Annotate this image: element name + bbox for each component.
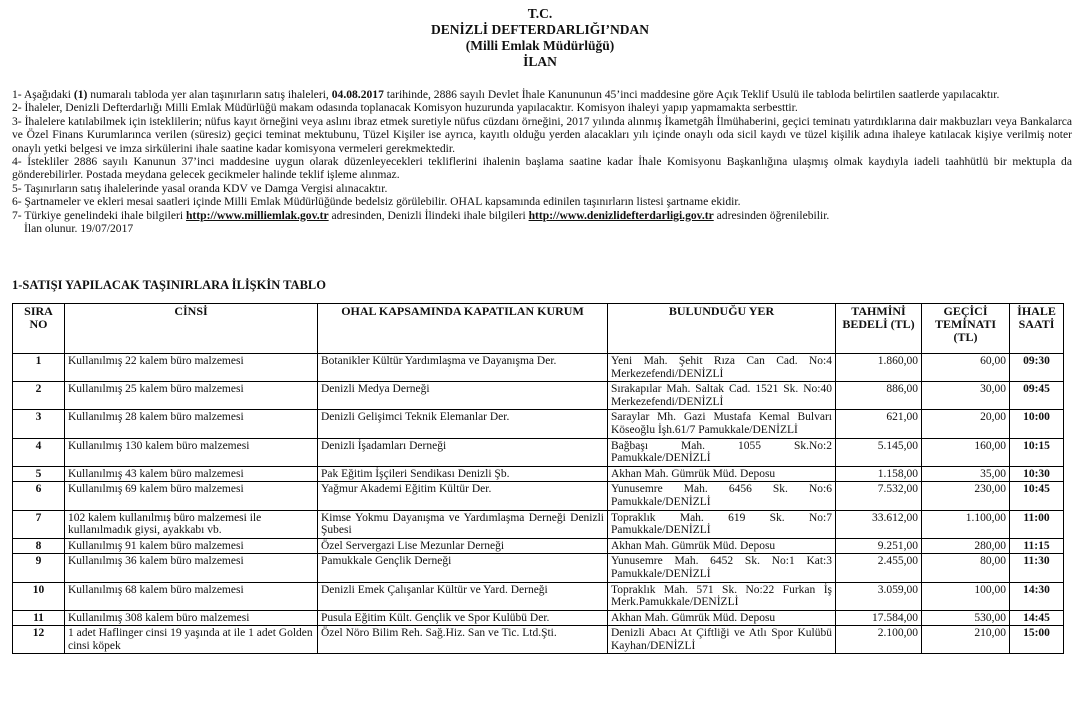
row-kurum: Denizli Gelişimci Teknik Elemanlar Der. bbox=[318, 410, 608, 438]
row-bedel: 5.145,00 bbox=[836, 438, 922, 466]
row-kurum: Denizli Medya Derneği bbox=[318, 382, 608, 410]
row-sira-no: 2 bbox=[13, 382, 65, 410]
row-sira-no: 11 bbox=[13, 610, 65, 626]
col-header-yer: BULUNDUĞU YER bbox=[608, 304, 836, 354]
row-kurum: Yağmur Akademi Eğitim Kültür Der. bbox=[318, 482, 608, 510]
row-sira-no: 10 bbox=[13, 582, 65, 610]
row-sira-no: 3 bbox=[13, 410, 65, 438]
table-header-row bbox=[13, 304, 1064, 354]
paragraph-7: 7- Türkiye genelindeki ihale bilgileri http://www.milliemlak.gov.tr adresinden, Denizli İlindeki ihale bilgileri http://www.denizlidefterdarligi.gov.tr adresinden öğrenilebilir. bbox=[12, 208, 830, 222]
table-row bbox=[13, 438, 1064, 466]
row-yer: Akhan Mah. Gümrük Müd. Deposu bbox=[608, 466, 836, 482]
row-yer: Saraylar Mh. Gazi Mustafa Kemal Bulvarı Köseoğlu İşh.61/7 Pamukkale/DENİZLİ bbox=[608, 410, 836, 438]
row-bedel: 3.059,00 bbox=[836, 582, 922, 610]
row-saat: 15:00 bbox=[1010, 626, 1064, 654]
row-saat: 11:00 bbox=[1010, 510, 1064, 538]
table-row bbox=[13, 554, 1064, 582]
row-kurum: Pak Eğitim İşçileri Sendikası Denizli Şb. bbox=[318, 466, 608, 482]
row-bedel: 621,00 bbox=[836, 410, 922, 438]
row-cinsi: 102 kalem kullanılmış büro malzemesi ile kullanılmadık giysi, ayakkabı vb. bbox=[65, 510, 318, 538]
row-saat: 10:00 bbox=[1010, 410, 1064, 438]
row-saat: 14:30 bbox=[1010, 582, 1064, 610]
row-cinsi: Kullanılmış 28 kalem büro malzemesi bbox=[65, 410, 318, 438]
table-row bbox=[13, 582, 1064, 610]
row-bedel: 2.455,00 bbox=[836, 554, 922, 582]
announcement-paragraphs bbox=[12, 88, 1072, 235]
row-saat: 09:30 bbox=[1010, 354, 1064, 382]
row-cinsi: Kullanılmış 91 kalem büro malzemesi bbox=[65, 538, 318, 554]
row-yer: Yeni Mah. Şehit Rıza Can Cad. No:4 Merkezefendi/DENİZLİ bbox=[608, 354, 836, 382]
row-teminat: 210,00 bbox=[922, 626, 1010, 654]
row-bedel: 7.532,00 bbox=[836, 482, 922, 510]
row-teminat: 230,00 bbox=[922, 482, 1010, 510]
row-teminat: 530,00 bbox=[922, 610, 1010, 626]
defterdarlik-link[interactable]: http://www.denizlidefterdarligi.gov.tr bbox=[528, 208, 714, 222]
table-row bbox=[13, 466, 1064, 482]
row-teminat: 280,00 bbox=[922, 538, 1010, 554]
row-teminat: 35,00 bbox=[922, 466, 1010, 482]
row-saat: 11:15 bbox=[1010, 538, 1064, 554]
row-sira-no: 12 bbox=[13, 626, 65, 654]
row-yer: Topraklık Mah. 571 Sk. No:22 Furkan İş Merk.Pamukkale/DENİZLİ bbox=[608, 582, 836, 610]
document-header bbox=[0, 6, 1080, 70]
row-bedel: 886,00 bbox=[836, 382, 922, 410]
table-row bbox=[13, 538, 1064, 554]
table-row bbox=[13, 354, 1064, 382]
row-cinsi: 1 adet Haflinger cinsi 19 yaşında at ile 1 adet Golden cinsi köpek bbox=[65, 626, 318, 654]
announcement-date: İlan olunur. 19/07/2017 bbox=[24, 222, 134, 236]
row-yer: Yunusemre Mah. 6452 Sk. No:1 Kat:3 Pamukkale/DENİZLİ bbox=[608, 554, 836, 582]
row-yer: Denizli Abacı At Çiftliği ve Atlı Spor Kulübü Kayhan/DENİZLİ bbox=[608, 626, 836, 654]
row-cinsi: Kullanılmış 308 kalem büro malzemesi bbox=[65, 610, 318, 626]
row-saat: 10:30 bbox=[1010, 466, 1064, 482]
items-table bbox=[12, 303, 1064, 654]
row-yer: Akhan Mah. Gümrük Müd. Deposu bbox=[608, 538, 836, 554]
col-header-kurum: OHAL KAPSAMINDA KAPATILAN KURUM bbox=[318, 304, 608, 354]
row-cinsi: Kullanılmış 43 kalem büro malzemesi bbox=[65, 466, 318, 482]
row-teminat: 80,00 bbox=[922, 554, 1010, 582]
row-yer: Topraklık Mah. 619 Sk. No:7 Pamukkale/DENİZLİ bbox=[608, 510, 836, 538]
row-teminat: 1.100,00 bbox=[922, 510, 1010, 538]
paragraph-5: 5- Taşınırların satış ihalelerinde yasal oranda KDV ve Damga Vergisi alınacaktır. bbox=[12, 181, 388, 195]
table-title: 1-SATIŞI YAPILACAK TAŞINIRLARA İLİŞKİN TABLO bbox=[12, 278, 326, 292]
row-teminat: 160,00 bbox=[922, 438, 1010, 466]
row-saat: 10:45 bbox=[1010, 482, 1064, 510]
row-bedel: 33.612,00 bbox=[836, 510, 922, 538]
col-header-saat: İHALE SAATİ bbox=[1010, 304, 1064, 354]
row-yer: Akhan Mah. Gümrük Müd. Deposu bbox=[608, 610, 836, 626]
table-row bbox=[13, 510, 1064, 538]
row-saat: 11:30 bbox=[1010, 554, 1064, 582]
row-sira-no: 4 bbox=[13, 438, 65, 466]
table-body bbox=[13, 354, 1064, 654]
row-bedel: 17.584,00 bbox=[836, 610, 922, 626]
row-kurum: Denizli İşadamları Derneği bbox=[318, 438, 608, 466]
table-row bbox=[13, 382, 1064, 410]
row-bedel: 9.251,00 bbox=[836, 538, 922, 554]
table-row bbox=[13, 626, 1064, 654]
row-teminat: 60,00 bbox=[922, 354, 1010, 382]
row-teminat: 30,00 bbox=[922, 382, 1010, 410]
row-bedel: 1.860,00 bbox=[836, 354, 922, 382]
row-teminat: 100,00 bbox=[922, 582, 1010, 610]
paragraph-4: 4- İstekliler 2886 sayılı Kanunun 37’inci maddesine uygun olarak düzenleyecekleri tekliflerini ihalenin başlama saatine kadar İhale Komisyonu Başkanlığına ulaşmış olmak kaydıyla iadeli taahhütlü bir mektupla da gönderebilirler. Postada meydana gelecek gecikmeler halinde teklif işleme alınmaz. bbox=[12, 155, 1072, 182]
row-kurum: Pamukkale Gençlik Derneği bbox=[318, 554, 608, 582]
header-line-ilan: İLAN bbox=[523, 54, 557, 69]
row-sira-no: 8 bbox=[13, 538, 65, 554]
row-sira-no: 5 bbox=[13, 466, 65, 482]
row-saat: 10:15 bbox=[1010, 438, 1064, 466]
table-row bbox=[13, 482, 1064, 510]
row-kurum: Özel Servergazi Lise Mezunlar Derneği bbox=[318, 538, 608, 554]
header-line-office: DENİZLİ DEFTERDARLIĞI’NDAN bbox=[431, 22, 649, 37]
row-bedel: 1.158,00 bbox=[836, 466, 922, 482]
row-cinsi: Kullanılmış 130 kalem büro malzemesi bbox=[65, 438, 318, 466]
row-teminat: 20,00 bbox=[922, 410, 1010, 438]
row-cinsi: Kullanılmış 25 kalem büro malzemesi bbox=[65, 382, 318, 410]
header-line-department: (Milli Emlak Müdürlüğü) bbox=[465, 38, 615, 53]
paragraph-2: 2- İhaleler, Denizli Defterdarlığı Milli Emlak Müdürlüğü makam odasında toplanacak Komisyon huzurunda yapılacaktır. Komisyon ihaleyi yapıp yapmamakta serbesttir. bbox=[12, 101, 798, 115]
paragraph-3: 3- İhalelere katılabilmek için isteklilerin; nüfus kayıt örneğini veya aslını ibraz etmek suretiyle nüfus cüzdanı örneğini, 2017 yılında alınmış İkametgâh İlmühaberini, geçici teminatı yatırdıklarına dair makbuzları veya Bankalarca ve Özel Finans Kurumlarınca verilen (süresiz) geçici teminat mektubunu, Tüzel Kişiler ise ayrıca, kayıtlı olduğu yerden alacakları yılı içinde onaylı oda sicil kaydı ve tüzel kişilik adına ihaleye katılacak kişiye verilmiş noter onaylı yetki belgesi ve imza sirkülerini ihale saatine kadar komisyona vermeleri gerekmektedir. bbox=[12, 114, 1072, 155]
row-sira-no: 1 bbox=[13, 354, 65, 382]
row-kurum: Denizli Emek Çalışanlar Kültür ve Yard. Derneği bbox=[318, 582, 608, 610]
row-saat: 09:45 bbox=[1010, 382, 1064, 410]
row-sira-no: 7 bbox=[13, 510, 65, 538]
row-yer: Yunusemre Mah. 6456 Sk. No:6 Pamukkale/DENİZLİ bbox=[608, 482, 836, 510]
table-row bbox=[13, 610, 1064, 626]
paragraph-1: 1- Aşağıdaki (1) numaralı tabloda yer alan taşınırların satış ihaleleri, 04.08.2017 tarihinde, 2886 sayılı Devlet İhale Kanununun 45’inci maddesine göre Açık Teklif Usulü ile tabloda belirtilen saatlerde yapılacaktır. bbox=[12, 88, 1000, 101]
row-bedel: 2.100,00 bbox=[836, 626, 922, 654]
col-header-bedel: TAHMİNİ BEDELİ (TL) bbox=[836, 304, 922, 354]
row-cinsi: Kullanılmış 36 kalem büro malzemesi bbox=[65, 554, 318, 582]
header-line-tc: T.C. bbox=[527, 6, 553, 21]
row-sira-no: 9 bbox=[13, 554, 65, 582]
row-kurum: Pusula Eğitim Kült. Gençlik ve Spor Kulübü Der. bbox=[318, 610, 608, 626]
row-kurum: Özel Nöro Bilim Reh. Sağ.Hiz. San ve Tic. Ltd.Şti. bbox=[318, 626, 608, 654]
paragraph-6: 6- Şartnameler ve ekleri mesai saatleri içinde Milli Emlak Müdürlüğünde bedelsiz görülebilir. OHAL kapsamında edinilen taşınırların listesi şartname ekidir. bbox=[12, 195, 741, 209]
col-header-sira-no: SIRA NO bbox=[13, 304, 65, 354]
row-kurum: Kimse Yokmu Dayanışma ve Yardımlaşma Derneği Denizli Şubesi bbox=[318, 510, 608, 538]
row-kurum: Botanikler Kültür Yardımlaşma ve Dayanışma Der. bbox=[318, 354, 608, 382]
row-sira-no: 6 bbox=[13, 482, 65, 510]
row-yer: Sırakapılar Mah. Saltak Cad. 1521 Sk. No:40 Merkezefendi/DENİZLİ bbox=[608, 382, 836, 410]
row-cinsi: Kullanılmış 68 kalem büro malzemesi bbox=[65, 582, 318, 610]
col-header-teminat: GEÇİCİ TEMİNATI (TL) bbox=[922, 304, 1010, 354]
row-yer: Bağbaşı Mah. 1055 Sk.No:2 Pamukkale/DENİZLİ bbox=[608, 438, 836, 466]
row-cinsi: Kullanılmış 69 kalem büro malzemesi bbox=[65, 482, 318, 510]
row-cinsi: Kullanılmış 22 kalem büro malzemesi bbox=[65, 354, 318, 382]
col-header-cinsi: CİNSİ bbox=[65, 304, 318, 354]
table-row bbox=[13, 410, 1064, 438]
milliemlak-link[interactable]: http://www.milliemlak.gov.tr bbox=[185, 208, 329, 222]
row-saat: 14:45 bbox=[1010, 610, 1064, 626]
